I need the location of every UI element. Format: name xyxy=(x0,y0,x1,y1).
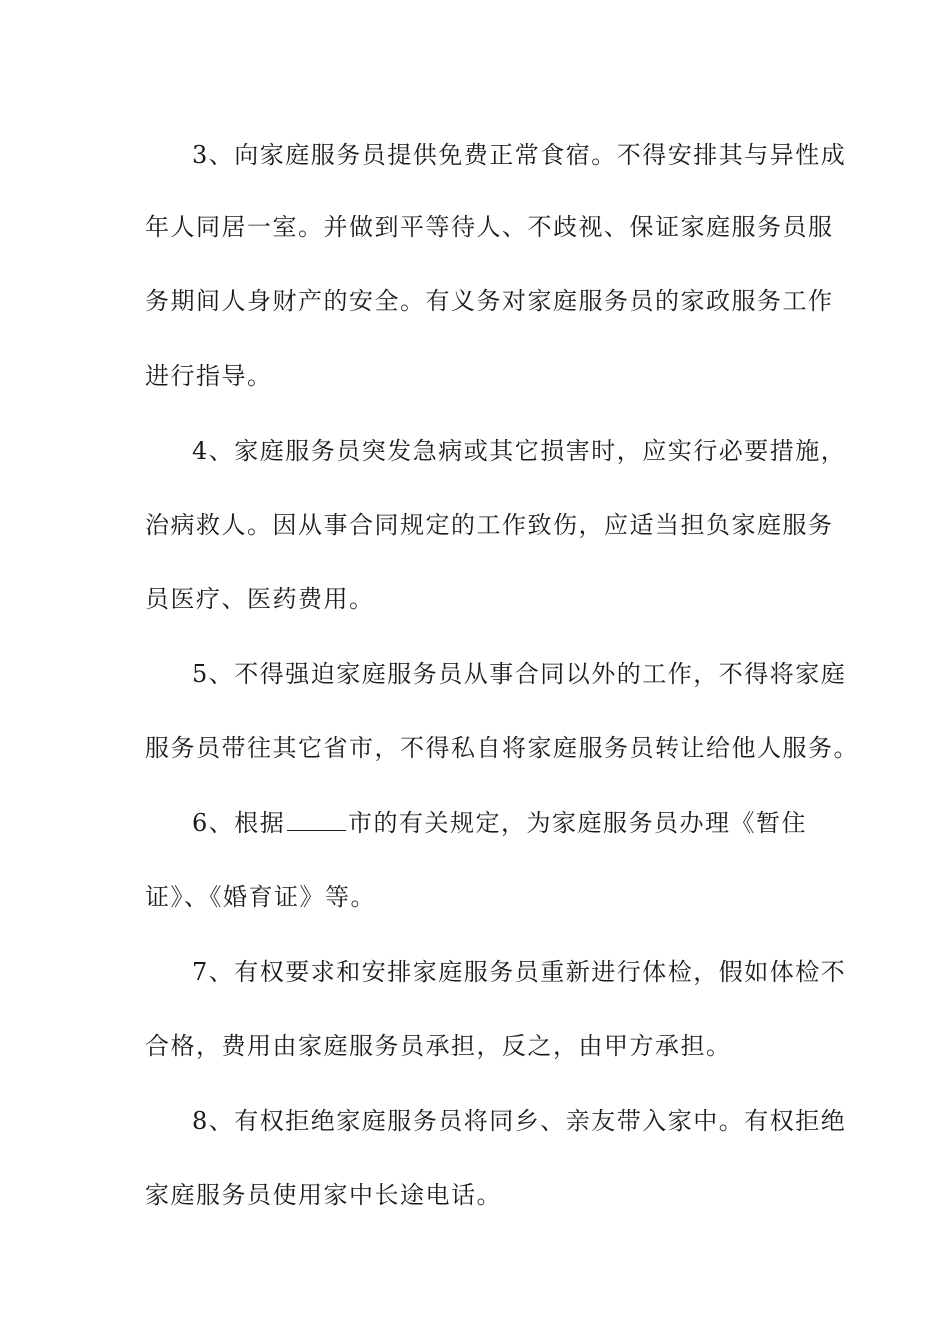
paragraph-3-line-1: 3、向家庭服务员提供免费正常食宿。不得安排其与异性成 xyxy=(192,141,847,169)
paragraph-6-prefix: 6、根据 xyxy=(192,809,286,837)
paragraph-6-suffix: 市的有关规定，为家庭服务员办理《暂住 xyxy=(348,809,807,837)
paragraph-8-line-1: 8、有权拒绝家庭服务员将同乡、亲友带入家中。有权拒绝 xyxy=(192,1107,847,1135)
paragraph-3-line-3: 务期间人身财产的安全。有义务对家庭服务员的家政服务工作 xyxy=(145,287,834,315)
paragraph-4-line-3: 员医疗、医药费用。 xyxy=(145,585,375,613)
paragraph-5-line-1: 5、不得强迫家庭服务员从事合同以外的工作，不得将家庭 xyxy=(192,660,847,688)
paragraph-6-line-2: 证》、《婚育证》等。 xyxy=(145,883,376,911)
city-fill-blank xyxy=(287,808,346,831)
paragraph-6-line-1 xyxy=(192,808,807,838)
paragraph-3-line-4: 进行指导。 xyxy=(145,362,273,390)
paragraph-4-line-2: 治病救人。因从事合同规定的工作致伤，应适当担负家庭服务 xyxy=(145,511,834,539)
paragraph-5-line-2: 服务员带往其它省市，不得私自将家庭服务员转让给他人服务。 xyxy=(145,734,859,762)
paragraph-7-line-2: 合格，费用由家庭服务员承担，反之，由甲方承担。 xyxy=(145,1032,732,1060)
paragraph-7-line-1: 7、有权要求和安排家庭服务员重新进行体检，假如体检不 xyxy=(192,958,847,986)
paragraph-8-line-2: 家庭服务员使用家中长途电话。 xyxy=(145,1181,502,1209)
paragraph-4-line-1: 4、家庭服务员突发急病或其它损害时，应实行必要措施， xyxy=(192,437,847,465)
paragraph-3-line-2: 年人同居一室。并做到平等待人、不歧视、保证家庭服务员服 xyxy=(145,213,834,241)
